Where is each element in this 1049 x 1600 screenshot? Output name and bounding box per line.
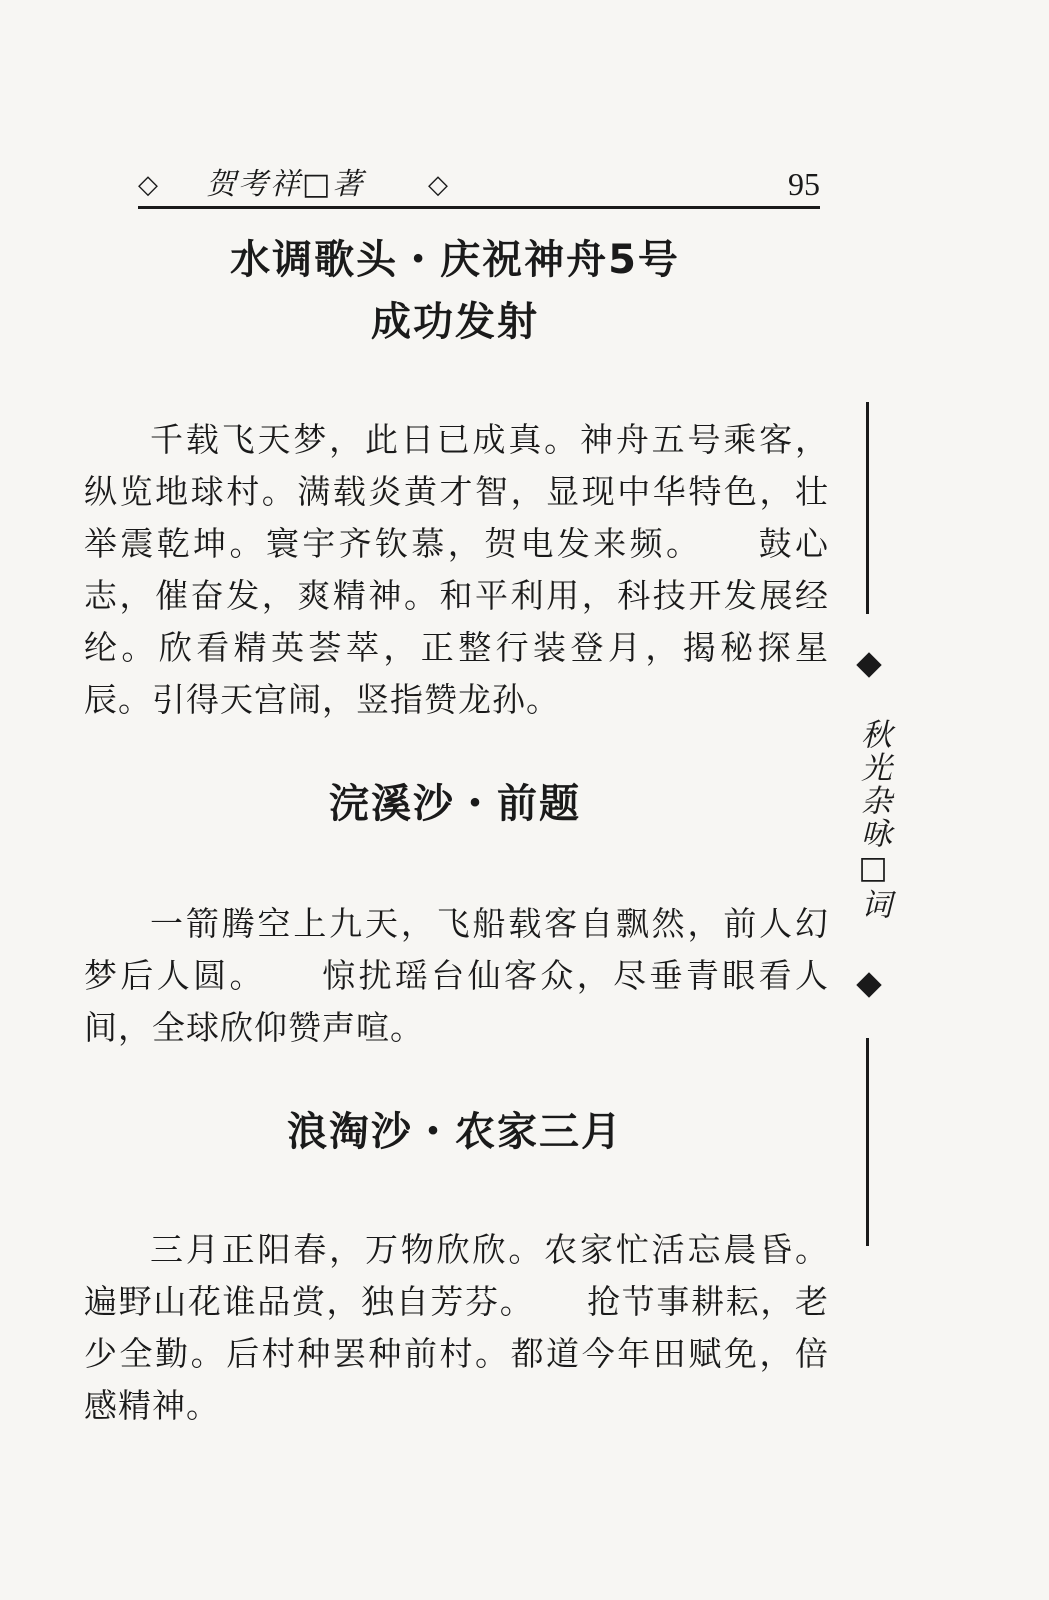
side-diamond-top (856, 652, 881, 677)
poem-title-1-line-1: 水调歌头・庆祝神舟5号 (230, 237, 680, 283)
poem-title-2: 浣溪沙・前题 (329, 781, 581, 827)
header-right-diamond: ◇ (428, 170, 448, 200)
side-rule-top (866, 402, 869, 614)
poem-title-3: 浪淘沙・农家三月 (287, 1109, 623, 1155)
poem-title-1-line-2: 成功发射 (371, 299, 539, 345)
side-diamond-bottom (856, 972, 881, 997)
header-rule (138, 206, 820, 209)
running-header (138, 166, 820, 208)
poem-body-3: 三月正阳春，万物欣欣。农家忙活忘晨昏。遍野山花谁品赏，独自芳芬。 抢节事耕耘，老少全勤。后村种罢种前村。都道今年田赋免，倍感精神。 (84, 1230, 829, 1425)
poem-body-1: 千载飞天梦，此日已成真。神舟五号乘客，纵览地球村。满载炎黄才智，显现中华特色，壮举震乾坤。寰宇齐钦慕，贺电发来频。 鼓心志，催奋发，爽精神。和平利用，科技开发展经纶。欣看精英荟萃，正整行装登月，揭秘探星辰。引得天宫闹，竖指赞龙孙。 (84, 420, 829, 719)
header-left-diamond: ◇ (138, 170, 158, 200)
page-number: 95 (788, 166, 820, 202)
header-author: 贺考祥□著 (206, 167, 365, 202)
side-rule-bottom (866, 1038, 869, 1246)
section-side-title: 秋光杂咏□词 (855, 718, 891, 921)
poem-body-2: 一箭腾空上九天，飞船载客自飘然，前人幻梦后人圆。 惊扰瑶台仙客众，尽垂青眼看人间，全球欣仰赞声喧。 (84, 904, 829, 1047)
